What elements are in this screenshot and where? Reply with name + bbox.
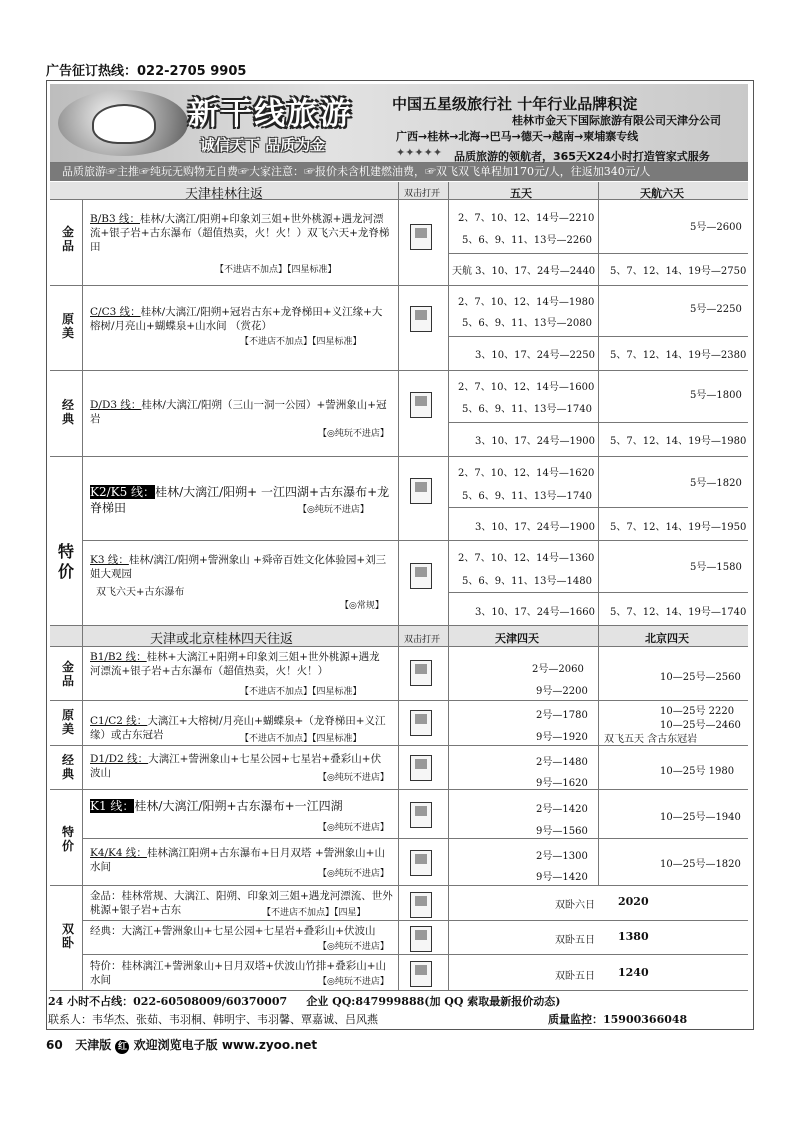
date-price: 3、10、17、24号—1900 — [475, 436, 595, 447]
brand-slogan: 诚信天下 品质为金 — [200, 136, 326, 154]
route-description: D1/D2 线：大漓江+訾洲象山+七星公园+七星岩+叠彩山+伏波山 — [90, 753, 382, 779]
route-description: B/B3 线：桂林/大漓江/阳朔+印象刘三姐+世外桃源+遇龙河漂流+银子岩+古东瀑布（超值热卖，火！火！）双飞六天+龙脊梯田 — [90, 213, 390, 253]
route-description: 金品：桂林常规、大漓江、阳朔、印象刘三姐+遇龙河漂流、世外桃源+银子岩+古东 — [90, 890, 393, 916]
route-tags: 【不进店不加点】【四星标准】 — [240, 734, 362, 744]
date-price: 5、6、9、11、13号—2080 — [462, 318, 592, 329]
banner-company: 桂林市金天下国际旅游有限公司天津分公司 — [512, 114, 721, 127]
qr-code-icon[interactable] — [410, 392, 432, 418]
date-price: 5、6、9、11、13号—1740 — [462, 491, 592, 502]
date-price: 双飞五天 含古东冠岩 — [604, 734, 698, 745]
date-price: 5号—1820 — [690, 478, 742, 489]
date-price: 5、7、12、14、19号—1980 — [610, 436, 747, 447]
qr-code-icon[interactable] — [410, 892, 432, 918]
route-tags: 【◎纯玩不进店】 — [318, 823, 389, 833]
category-label: 特价 — [62, 825, 75, 853]
date-price: 10—25号—2460 — [660, 720, 741, 731]
brand-name: 新干线旅游 — [188, 96, 353, 132]
footer-contact-line: 24 小时不占线：022-60508009/60370007 企业 QQ:847999888(加 QQ 索取最新报价动态) — [48, 995, 561, 1008]
date-price: 2、7、10、12、14号—1980 — [458, 297, 595, 308]
category-label: 原美 — [62, 312, 75, 340]
qr-code-icon[interactable] — [410, 563, 432, 589]
date-price: 2号—1420 — [536, 804, 588, 815]
date-price: 9号—1920 — [536, 732, 588, 743]
ad-hotline: 广告征订热线：022-2705 9905 — [46, 64, 247, 79]
date-price: 5号—2250 — [690, 304, 742, 315]
qr-code-icon[interactable] — [410, 926, 432, 952]
banner-routes: 广西→桂林→北海→巴马→德天→越南→柬埔寨专线 — [396, 130, 639, 143]
date-price: 5、7、12、14、19号—1740 — [610, 607, 747, 618]
route-tags: 【◎纯玩不进店】 — [298, 505, 369, 515]
date-price: 5号—1800 — [690, 390, 742, 401]
date-price: 9号—1620 — [536, 778, 588, 789]
sleeper-price: 1240 — [618, 966, 649, 979]
route-description: K4/K4 线：桂林漓江阳朔+古东瀑布+日月双塔 +訾洲象山+山水间 — [90, 847, 385, 873]
category-label: 经典 — [62, 398, 75, 426]
route-description: 经典：大漓江+訾洲象山+七星公园+七星岩+叠彩山+伏波山 — [90, 925, 376, 937]
category-label: 金品 — [62, 660, 75, 688]
route-extra: 双飞六天+古东瀑布 — [96, 587, 185, 598]
date-price: 10—25号—1820 — [660, 859, 741, 870]
date-price: 2、7、10、12、14号—1620 — [458, 468, 595, 479]
date-price: 5、7、12、14、19号—2380 — [610, 350, 747, 361]
date-price: 5、7、12、14、19号—2750 — [610, 266, 747, 277]
date-price: 3、10、17、24号—1900 — [475, 522, 595, 533]
date-price: 天航 3、10、17、24号—2440 — [452, 266, 596, 277]
route-tags: 【◎纯玩不进店】 — [318, 942, 389, 952]
route-tags: 【不进店不加点】【四星】 — [262, 908, 366, 918]
qr-code-icon[interactable] — [410, 224, 432, 250]
qr-code-icon[interactable] — [410, 710, 432, 736]
qr-code-icon[interactable] — [410, 660, 432, 686]
route-tags: 【◎常规】 — [340, 601, 384, 611]
banner-headline: 中国五星级旅行社 十年行业品牌积淀 — [392, 95, 638, 113]
route-tags: 【◎纯玩不进店】 — [318, 977, 389, 987]
date-price: 5号—1580 — [690, 562, 742, 573]
category-label: 金品 — [62, 225, 75, 253]
route-description: K2/K5 线：桂林/大漓江/阳朔+ 一江四湖+古东瀑布+龙脊梯田 — [90, 485, 390, 515]
route-tags: 【◎纯玩不进店】 — [318, 773, 389, 783]
section1-col-qr: 双击打开 — [404, 189, 441, 199]
route-description: K1 线：桂林/大漓江/阳朔+古东瀑布+一江四湖 — [90, 799, 343, 813]
route-description: C1/C2 线：大漓江+大榕树/月亮山+蝴蝶泉+（龙脊梯田+义江缘）或古东冠岩 — [90, 715, 386, 741]
sleeper-price: 1380 — [618, 930, 649, 943]
category-label: 原美 — [62, 708, 75, 736]
date-price: 2号—1300 — [536, 851, 588, 862]
qr-code-icon[interactable] — [410, 478, 432, 504]
section1-col-b: 天航六天 — [640, 187, 684, 200]
date-price: 5、6、9、11、13号—1740 — [462, 404, 592, 415]
route-description: D/D3 线：桂林/大漓江/阳朔（三山一洞一公园）+訾洲象山+冠岩 — [90, 399, 387, 425]
qr-code-icon[interactable] — [410, 802, 432, 828]
date-price: 10—25号—2560 — [660, 672, 741, 683]
date-price: 10—25号—1940 — [660, 812, 741, 823]
section2-col-a: 天津四天 — [495, 632, 539, 645]
date-price: 2、7、10、12、14号—1360 — [458, 553, 595, 564]
date-price: 2、7、10、12、14号—2210 — [458, 213, 595, 224]
route-description: K3 线：桂林/漓江/阳朔+訾洲象山 +舜帝百姓文化体验园+刘三姐大观园 — [90, 554, 387, 580]
route-description: 特价：桂林漓江+訾洲象山+日月双塔+伏波山竹排+叠彩山+山水间 — [90, 960, 386, 986]
star-icon: ✦✦✦✦✦ — [396, 146, 443, 159]
date-price: 10—25号 1980 — [660, 766, 735, 777]
sleeper-duration: 双卧六日 — [555, 900, 595, 911]
date-price: 3、10、17、24号—2250 — [475, 350, 595, 361]
route-tags: 【不进店不加点】【四星标准】 — [240, 687, 362, 697]
sleeper-duration: 双卧五日 — [555, 935, 595, 946]
date-price: 2号—1480 — [536, 757, 588, 768]
date-price: 3、10、17、24号—1660 — [475, 607, 595, 618]
qr-code-icon[interactable] — [410, 755, 432, 781]
date-price: 10—25号 2220 — [660, 706, 735, 717]
date-price: 2、7、10、12、14号—1600 — [458, 382, 595, 393]
route-tags: 【不进店不加点】【四星标准】 — [215, 265, 337, 275]
route-tags: 【不进店不加点】【四星标准】 — [240, 337, 362, 347]
footer-contacts: 联系人：韦华杰、张茹、韦羽桐、韩明宇、韦羽馨、覃嘉诚、吕风燕 — [48, 1013, 378, 1026]
footer-supervision: 质量监控：15900366048 — [548, 1013, 688, 1026]
date-price: 9号—2200 — [536, 686, 588, 697]
edition-badge-icon: 红 — [115, 1040, 129, 1054]
category-label: 双卧 — [62, 922, 75, 950]
page-footer: 60 天津版 红 欢迎浏览电子版 www.zyoo.net — [46, 1038, 318, 1052]
date-price: 2号—1780 — [536, 710, 588, 721]
category-label: 特价 — [58, 542, 75, 581]
route-tags: 【◎纯玩不进店】 — [318, 429, 389, 439]
qr-code-icon[interactable] — [410, 850, 432, 876]
route-tags: 【◎纯玩不进店】 — [318, 869, 389, 879]
date-price: 5、6、9、11、13号—1480 — [462, 576, 592, 587]
section1-title: 天津桂林往返 — [185, 187, 264, 202]
handshake-icon — [92, 104, 156, 144]
section2-title: 天津或北京桂林四天往返 — [150, 632, 294, 647]
sleeper-duration: 双卧五日 — [555, 971, 595, 982]
date-price: 5、7、12、14、19号—1950 — [610, 522, 747, 533]
route-description: B1/B2 线：桂林+大漓江+阳朔+印象刘三姐+世外桃源+遇龙河漂流+银子岩+古东瀑布（超值热卖，火！火！） — [90, 651, 380, 677]
date-price: 9号—1420 — [536, 872, 588, 883]
page-number: 60 — [46, 1038, 63, 1052]
date-price: 9号—1560 — [536, 826, 588, 837]
qr-code-icon[interactable] — [410, 961, 432, 987]
section2-col-b: 北京四天 — [645, 632, 689, 645]
category-label: 经典 — [62, 753, 75, 781]
route-description: C/C3 线：桂林/大漓江/阳朔+冠岩古东+龙脊梯田+义江缘+大榕树/月亮山+蝴蝶泉+山水间 （赏花） — [90, 306, 383, 332]
date-price: 2号—2060 — [532, 664, 584, 675]
promo-bar: 品质旅游☞主推☞纯玩无购物无自费☞大家注意：☞报价未含机建燃油费，☞双飞双飞单程加170元/人，往返加340元/人 — [50, 163, 748, 181]
date-price: 5、6、9、11、13号—2260 — [462, 235, 592, 246]
sleeper-price: 2020 — [618, 895, 649, 908]
section2-col-qr: 双击打开 — [404, 635, 441, 645]
section1-col-a: 五天 — [510, 187, 532, 200]
qr-code-icon[interactable] — [410, 306, 432, 332]
banner-tagline: 品质旅游的领航者，365天X24小时打造管家式服务 — [454, 150, 710, 163]
date-price: 5号—2600 — [690, 222, 742, 233]
